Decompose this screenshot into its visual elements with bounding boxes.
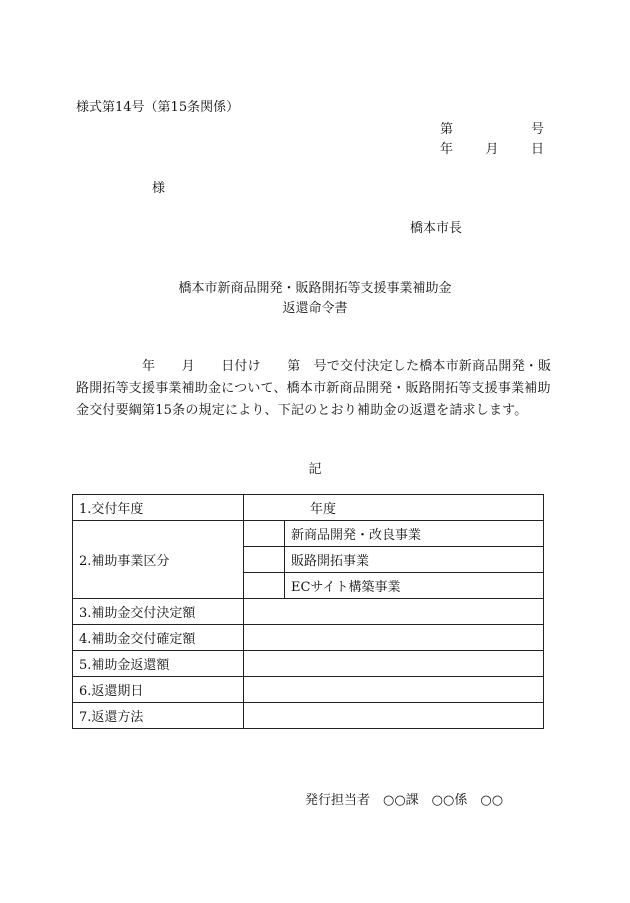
date-line bbox=[440, 138, 544, 157]
details-table bbox=[72, 494, 544, 729]
checkbox-cell-3 bbox=[244, 573, 285, 599]
document-title: 橋本市新商品開発・販路開拓等支援事業補助金 bbox=[178, 281, 452, 296]
date-day: 日 bbox=[530, 142, 544, 157]
row6-value bbox=[244, 677, 544, 703]
row3-value bbox=[244, 599, 544, 625]
row4-value bbox=[244, 625, 544, 651]
table-row bbox=[73, 677, 544, 703]
table-row bbox=[73, 521, 544, 547]
checkbox-cell-2 bbox=[244, 547, 285, 573]
document-subtitle: 返還命令書 bbox=[282, 301, 348, 316]
row2-label: 2.補助事業区分 bbox=[73, 521, 244, 599]
addressee: 様 bbox=[152, 181, 166, 196]
doc-number-suffix: 号 bbox=[530, 122, 544, 137]
row1-label: 1.交付年度 bbox=[73, 495, 244, 521]
table-row bbox=[73, 495, 544, 521]
row7-label: 7.返還方法 bbox=[73, 703, 244, 729]
checkbox-cell-1 bbox=[244, 521, 285, 547]
row4-label: 4.補助金交付確定額 bbox=[73, 625, 244, 651]
category-option-3: ECサイト構築事業 bbox=[285, 573, 544, 599]
ki-heading: 記 bbox=[308, 462, 322, 477]
document-number-line bbox=[440, 118, 544, 137]
issuer-contact: 発行担当者 ○○課 ○○係 ○○ bbox=[305, 793, 504, 808]
issuer: 橋本市長 bbox=[410, 221, 463, 236]
body-text: 年 月 日付け 第 号で交付決定した橋本市新商品開発・販路開拓等支援事業補助金について、橋本市新商品開発・販路開拓等支援事業補助金交付要綱第15条の規定により、下記のとおり補助金の返還を請求します。 bbox=[76, 359, 552, 418]
table-row bbox=[73, 651, 544, 677]
row5-value bbox=[244, 651, 544, 677]
category-option-1: 新商品開発・改良事業 bbox=[285, 521, 544, 547]
row3-label: 3.補助金交付決定額 bbox=[73, 599, 244, 625]
table-row bbox=[73, 625, 544, 651]
date-month: 月 bbox=[485, 142, 499, 157]
form-number: 様式第14号（第15条関係） bbox=[76, 100, 240, 115]
row6-label: 6.返還期日 bbox=[73, 677, 244, 703]
fiscal-year-label: 年度 bbox=[310, 502, 337, 517]
category-option-2: 販路開拓事業 bbox=[285, 547, 544, 573]
table-row bbox=[73, 703, 544, 729]
table-row bbox=[73, 599, 544, 625]
date-year: 年 bbox=[440, 142, 454, 157]
row5-label: 5.補助金返還額 bbox=[73, 651, 244, 677]
row1-value bbox=[244, 495, 544, 521]
row7-value bbox=[244, 703, 544, 729]
doc-number-prefix: 第 bbox=[440, 122, 454, 137]
